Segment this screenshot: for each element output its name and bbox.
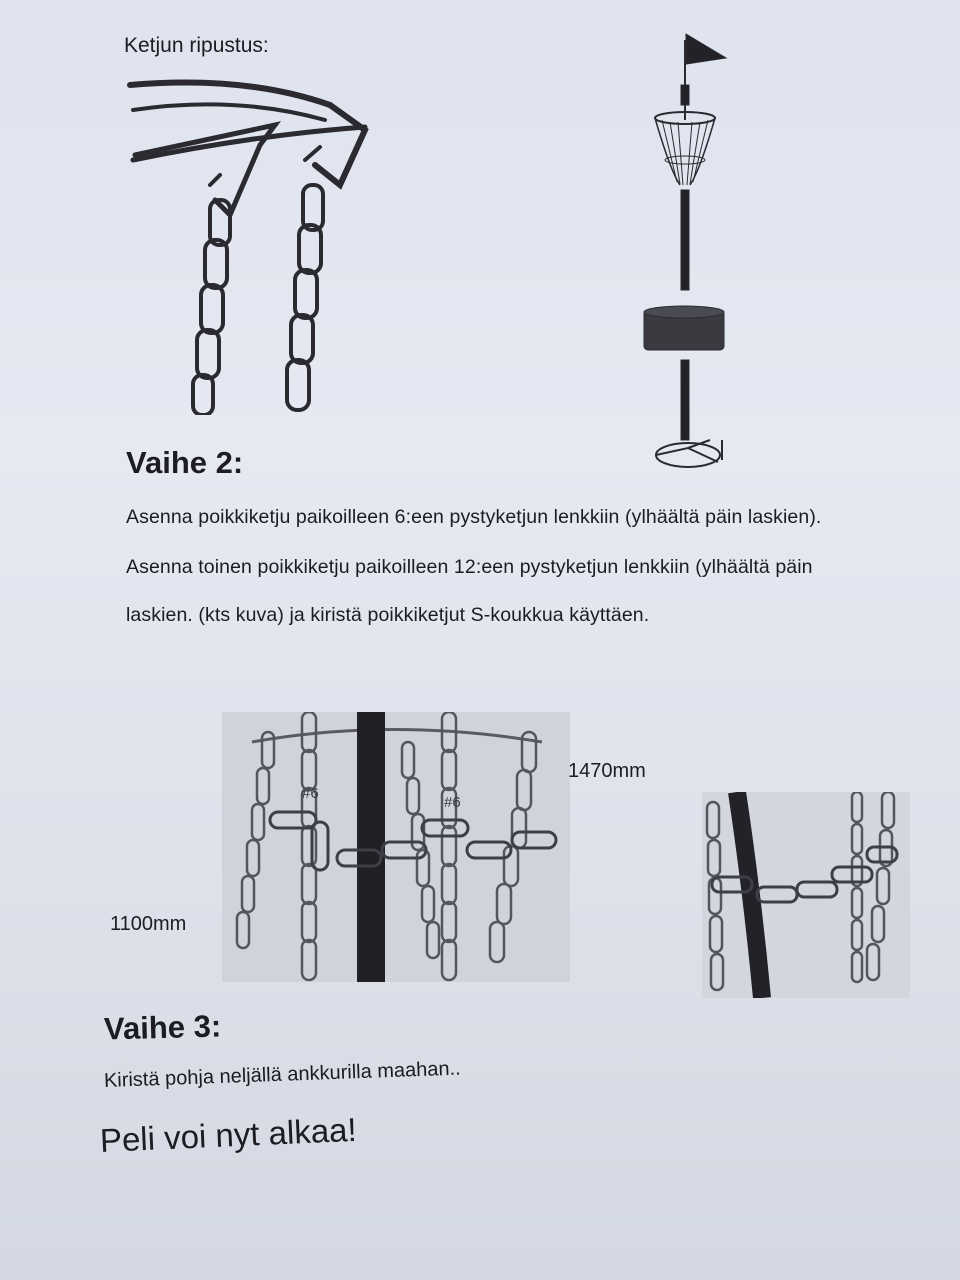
chain-photo-right <box>702 792 910 998</box>
step3-instruction: Kiristä pohja neljällä ankkurilla maahan.. <box>103 1057 462 1092</box>
marker-left: #6 <box>302 785 319 802</box>
step2-line-3: laskien. (kts kuva) ja kiristä poikkiketjut S-koukkua käyttäen. <box>126 604 650 626</box>
hanging-caption: Ketjun ripustus: <box>124 34 269 57</box>
chain-photo-left <box>222 712 570 982</box>
marker-right: #6 <box>444 794 461 811</box>
height-label-bottom: 1100mm <box>110 913 187 935</box>
step2-heading: Vaihe 2: <box>126 445 244 480</box>
disc-golf-basket-illustration <box>630 30 740 470</box>
step3-heading: Vaihe 3: <box>103 1008 222 1047</box>
step2-line-2: Asenna toinen poikkiketju paikoilleen 12:een pystyketjun lenkkiin (ylhäältä päin <box>126 556 813 578</box>
chain-hook-illustration <box>125 75 385 415</box>
height-label-top: 1470mm <box>568 760 646 782</box>
step2-line-1: Asenna poikkiketju paikoilleen 6:een pystyketjun lenkkiin (ylhäältä päin laskien). <box>126 506 822 528</box>
closing-text: Peli voi nyt alkaa! <box>99 1110 358 1159</box>
